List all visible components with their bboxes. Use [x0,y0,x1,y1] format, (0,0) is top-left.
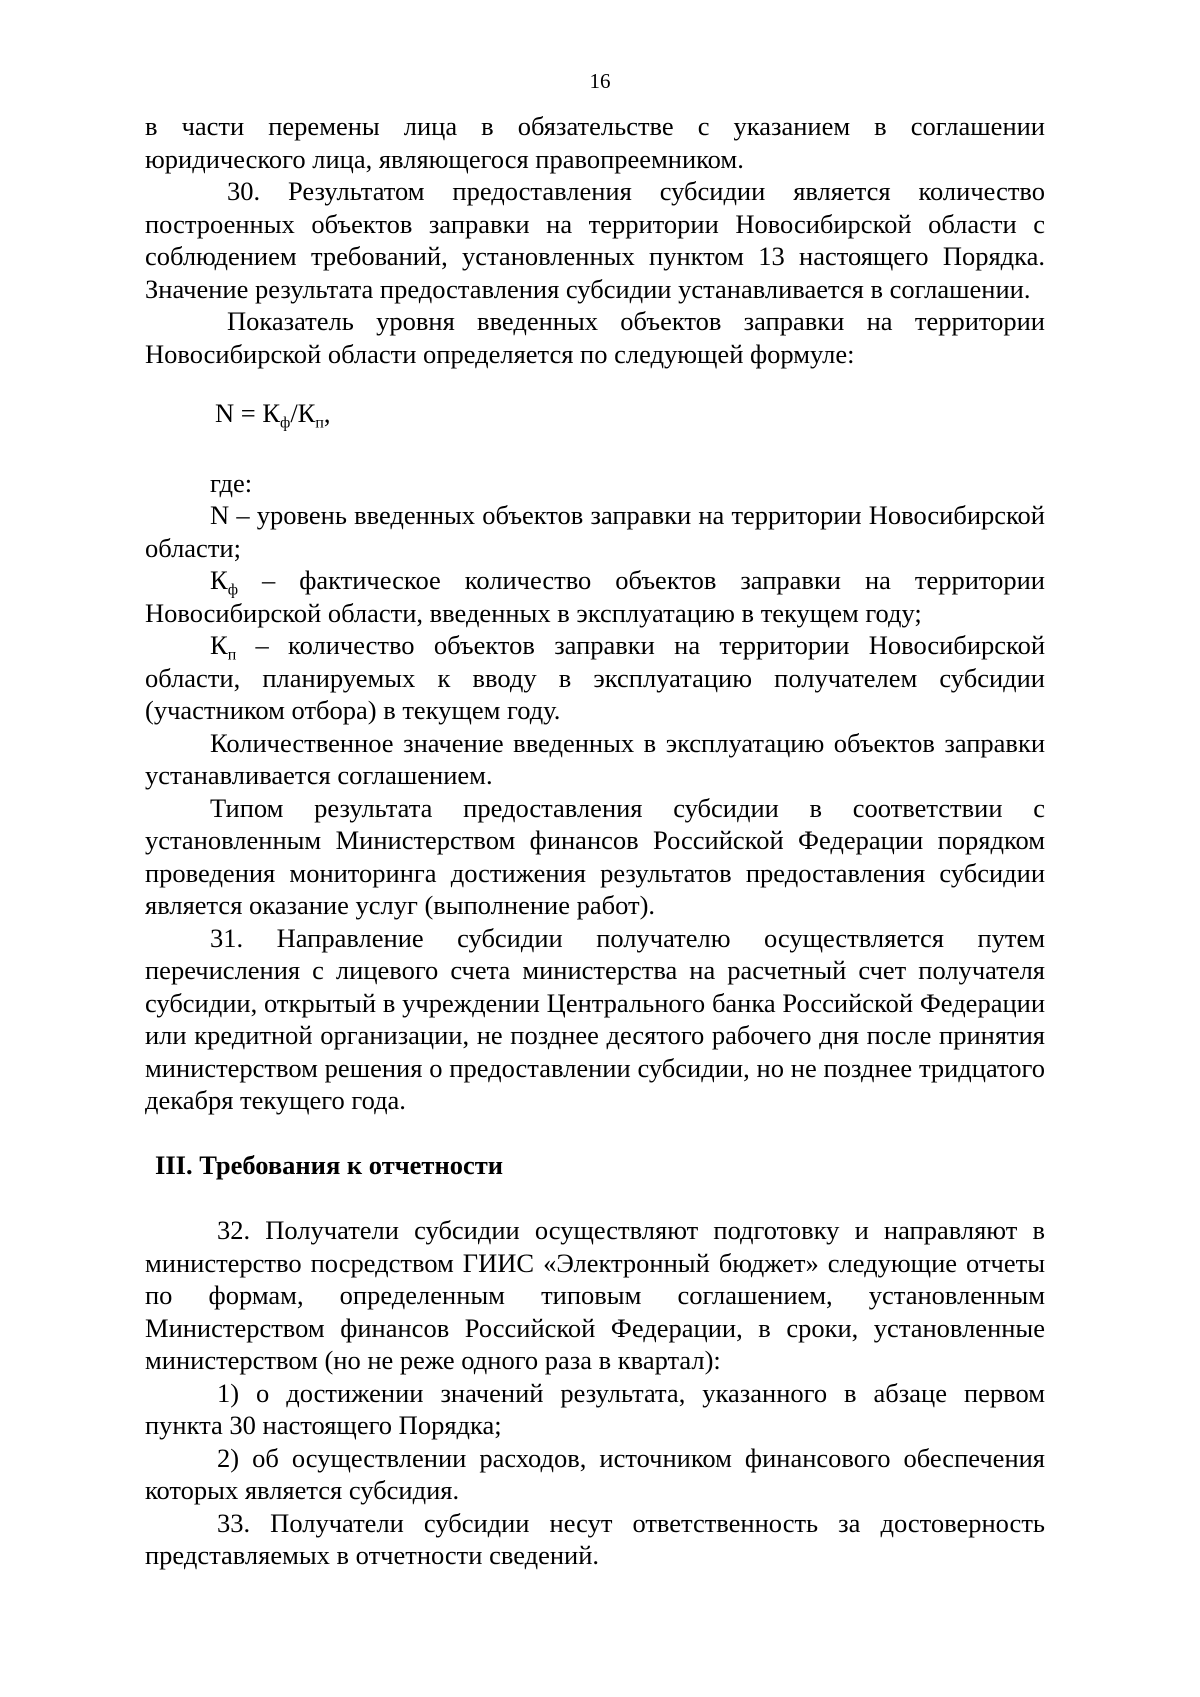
symbol-k: К [210,630,228,660]
paragraph-item-31: 31. Направление субсидии получателю осуществляется путем перечисления с лицевого счета министерства на расчетный счет получателя субсидии, открытый в учреждении Центрального банка Российской Федерации или кредитной организации, не позднее десятого рабочего дня после принятия министерством решения о предоставлении субсидии, но не позднее тридцатого декабря текущего года. [145,922,1045,1115]
page-number: 16 [589,69,611,93]
formula-sub-p: п [315,414,324,432]
document-body [145,110,1045,1572]
paragraph-item-32: 32. Получатели субсидии осуществляют подготовку и направляют в министерство посредством ГИИС «Электронный бюджет» следующие отчеты по формам, определенным типовым соглашением, установленным Министерством финансов Российской Федерации, в сроки, установленные министерством (но не реже одного раза в квартал): [145,1215,1045,1375]
def-kf-text: – фактическое количество объектов заправки на территории Новосибирской области, введенных в эксплуатацию в текущем году; [145,565,1045,628]
paragraph-def-kf [145,564,1045,629]
def-kp-text: – количество объектов заправки на территории Новосибирской области, планируемых к вводу в эксплуатацию получателем субсидии (участником отбора) в текущем году. [145,630,1045,725]
formula-end: , [323,398,331,428]
paragraph-continuation: в части перемены лица в обязательстве с указанием в соглашении юридического лица, являющегося правопреемником. [145,111,1045,174]
paragraph-indicator-intro: Показатель уровня введенных объектов заправки на территории Новосибирской области определяется по следующей формуле: [145,306,1045,369]
paragraph-subitem-2: 2) об осуществлении расходов, источником финансового обеспечения которых является субсидия. [145,1442,1045,1505]
section-heading: III. Требования к отчетности [155,1149,504,1180]
formula-mid: /К [290,398,316,428]
paragraph-def-kp [145,629,1045,727]
paragraph-def-n: N – уровень введенных объектов заправки на территории Новосибирской области; [145,500,1045,563]
formula-lhs: N = К [215,398,281,428]
paragraph-where: где: [210,467,253,498]
paragraph-item-30: 30. Результатом предоставления субсидии является количество построенных объектов заправки на территории Новосибирской области с соблюдением требований, установленных пунктом 13 настоящего Порядка. Значение результата предоставления субсидии устанавливается в соглашении. [145,176,1045,304]
symbol-k: К [210,565,228,595]
formula-sub-f: ф [280,414,291,432]
paragraph-subitem-1: 1) о достижении значений результата, указанного в абзаце первом пункта 30 настоящего Порядка; [145,1377,1045,1440]
symbol-sub-p: п [227,646,237,664]
formula [145,397,1045,430]
paragraph-quantitative-value: Количественное значение введенных в эксплуатацию объектов заправки устанавливается соглашением. [145,727,1045,790]
paragraph-result-type: Типом результата предоставления субсидии в соответствии с установленным Министерством финансов Российской Федерации порядком проведения мониторинга достижения результатов предоставления субсидии является оказание услуг (выполнение работ). [145,792,1045,920]
paragraph-item-33: 33. Получатели субсидии несут ответственность за достоверность представляемых в отчетности сведений. [145,1507,1045,1570]
symbol-sub-f: ф [227,581,238,599]
